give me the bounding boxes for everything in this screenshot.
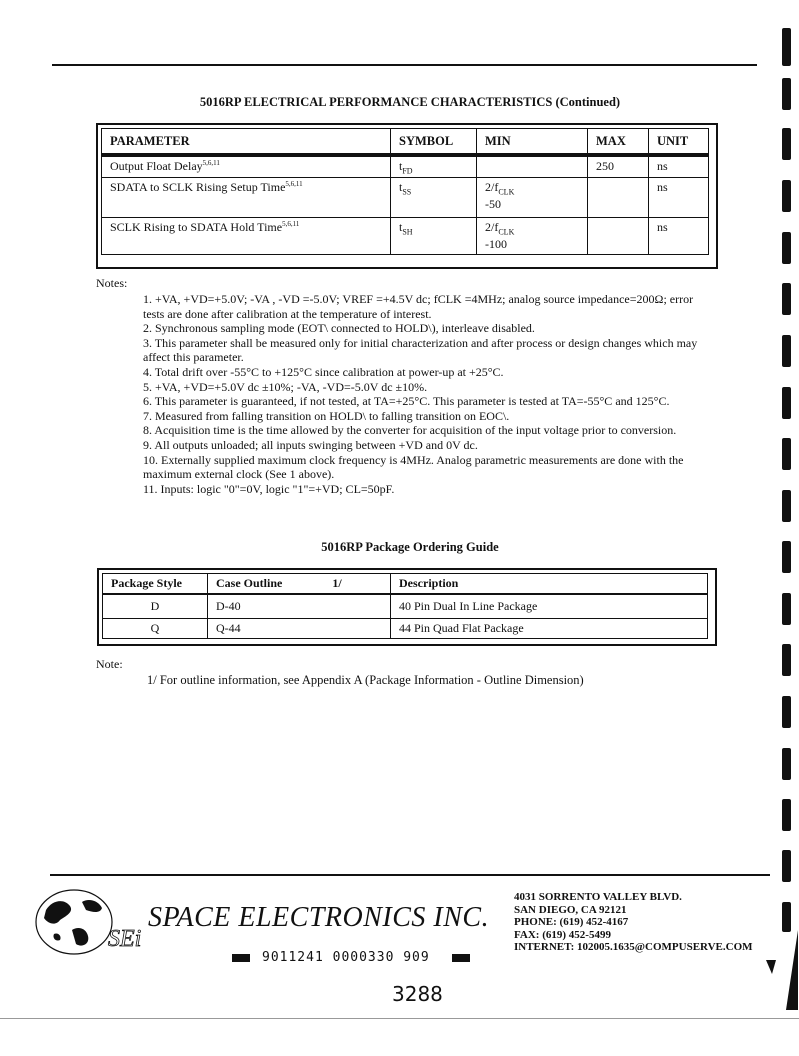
globe-logo	[30, 886, 150, 958]
unit: ns	[649, 178, 709, 218]
note-item: 1. +VA, +VD=+5.0V; -VA , -VD =-5.0V; VREF =+4.5V dc; fCLK =4MHz; analog source impedance=200Ω; error tests are done after calibration at the temperature of interest.	[143, 292, 694, 321]
param-notes: 5,6,11	[282, 220, 300, 229]
corner-mark	[764, 930, 799, 1010]
fax: FAX: (619) 452-5499	[514, 928, 611, 941]
min-offset: -50	[485, 196, 501, 211]
phone: PHONE: (619) 452-4167	[514, 916, 629, 928]
min-offset: -100	[485, 236, 507, 251]
case-outline: D-40	[208, 594, 391, 618]
case-outline: Q-44	[208, 618, 391, 638]
col-description: Description	[391, 574, 708, 595]
table-row	[102, 218, 709, 254]
symbol: t	[399, 220, 403, 235]
symbol: t	[399, 159, 403, 173]
bottom-rule	[0, 1018, 799, 1019]
ordering-table	[102, 573, 708, 639]
note-item: 3. This parameter shall be measured only for initial characterization and after process or design changes which may affect this parameter.	[143, 335, 698, 365]
note-item: 11. Inputs: logic "0"=0V, logic "1"=+VD; CL=50pF.	[143, 481, 395, 496]
description: 40 Pin Dual In Line Package	[391, 594, 708, 618]
min-sub: CLK	[498, 187, 515, 197]
note-item: 10. Externally supplied maximum clock frequency is 4MHz. Analog parametric measurements are done with the maximum external clock (See 1 above).	[143, 452, 684, 482]
col-min: MIN	[477, 129, 588, 156]
note-item: 2. Synchronous sampling mode (EOT\ connected to HOLD\), interleave disabled.	[143, 321, 535, 336]
param-name: SCLK Rising to SDATA Hold Time	[110, 220, 283, 235]
barcode-mark-right	[452, 954, 470, 962]
footer-rule	[50, 874, 770, 876]
address-line: SAN DIEGO, CA 92121	[514, 903, 627, 916]
col-unit: UNIT	[649, 129, 709, 156]
notes-label: Notes:	[96, 276, 128, 290]
note-item: 5. +VA, +VD=+5.0V dc ±10%; -VA, -VD=-5.0V dc ±10%.	[143, 379, 428, 394]
symbol-sub: FD	[402, 166, 413, 176]
symbol: t	[399, 180, 403, 195]
package-style: D	[103, 594, 208, 618]
unit: ns	[649, 218, 709, 254]
company-address	[514, 891, 753, 954]
param-name: SDATA to SCLK Rising Setup Time	[110, 180, 286, 195]
barcode-text: 9011241 0000330 909	[262, 950, 430, 965]
note-item: 4. Total drift over -55°C to +125°C since calibration at power-up at +25°C.	[143, 364, 504, 379]
logo-initials: SEi	[108, 926, 142, 952]
min-value: 2/f	[485, 220, 499, 235]
param-notes: 5,6,11	[202, 159, 220, 167]
note-item: 9. All outputs unloaded; all inputs swinging between +VD and 0V dc.	[143, 437, 478, 452]
company-name: SPACE ELECTRONICS INC.	[148, 902, 490, 933]
perf-table	[101, 128, 709, 255]
ordering-title: 5016RP Package Ordering Guide	[321, 540, 499, 554]
table-row	[103, 618, 708, 638]
note-text: 1/ For outline information, see Appendix A (Package Information - Outline Dimension)	[147, 673, 584, 687]
description: 44 Pin Quad Flat Package	[391, 618, 708, 638]
min-value: 2/f	[485, 180, 499, 195]
note-item: 8. Acquisition time is the time allowed by the converter for acquisition of the input voltage prior to conversion.	[143, 423, 677, 438]
max-value: 250	[588, 155, 649, 178]
table-row	[102, 155, 709, 178]
table-row	[103, 594, 708, 618]
perf-table-header	[102, 129, 709, 156]
note-item: 6. This parameter is guaranteed, if not tested, at TA=+25°C. This parameter is tested at TA=-55°C and 125°C.	[143, 394, 670, 409]
barcode-mark-left	[232, 954, 250, 962]
param-name: Output Float Delay	[110, 159, 203, 173]
col-max: MAX	[588, 129, 649, 156]
unit: ns	[649, 155, 709, 178]
table-row	[102, 178, 709, 218]
page-number: 3288	[392, 982, 443, 1006]
col-parameter: PARAMETER	[102, 129, 391, 156]
col-case-outline: Case Outline	[216, 576, 283, 590]
notes-list	[143, 292, 713, 496]
page-title: 5016RP ELECTRICAL PERFORMANCE CHARACTERISTICS (Continued)	[199, 95, 621, 109]
min-sub: CLK	[498, 227, 515, 237]
internet: INTERNET: 102005.1635@COMPUSERVE.COM	[514, 941, 753, 953]
package-style: Q	[103, 618, 208, 638]
col-symbol: SYMBOL	[391, 129, 477, 156]
ordering-header	[103, 574, 708, 595]
param-notes: 5,6,11	[285, 180, 303, 189]
header-rule	[52, 64, 757, 66]
note-item: 7. Measured from falling transition on HOLD\ to falling transition on EOC\.	[143, 408, 510, 423]
note-label: Note:	[96, 657, 123, 671]
col-package-style: Package Style	[103, 574, 208, 595]
symbol-sub: SS	[402, 187, 412, 197]
symbol-sub: SH	[402, 227, 413, 237]
address-line: 4031 SORRENTO VALLEY BLVD.	[514, 891, 682, 903]
outline-footnote: 1/	[332, 576, 342, 590]
